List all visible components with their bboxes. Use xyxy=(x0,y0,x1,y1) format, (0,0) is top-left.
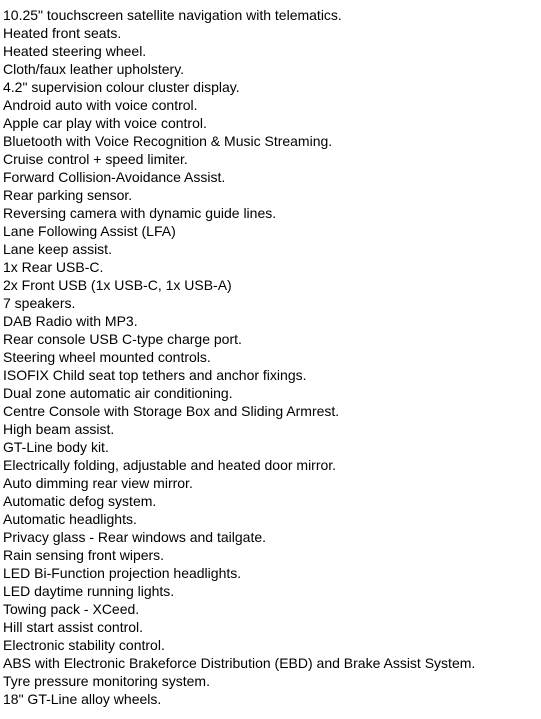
feature-item: Reversing camera with dynamic guide lines. xyxy=(3,205,277,221)
feature-item: Apple car play with voice control. xyxy=(3,115,207,131)
feature-item: Rear parking sensor. xyxy=(3,187,133,203)
feature-item: 18" GT-Line alloy wheels. xyxy=(3,691,162,707)
feature-item: Lane keep assist. xyxy=(3,241,112,257)
feature-item: Forward Collision-Avoidance Assist. xyxy=(3,169,226,185)
feature-item: Privacy glass - Rear windows and tailgate. xyxy=(3,529,267,545)
feature-item: ISOFIX Child seat top tethers and anchor fixings. xyxy=(3,367,307,383)
feature-item: Steering wheel mounted controls. xyxy=(3,349,211,365)
feature-item: GT-Line body kit. xyxy=(3,439,109,455)
feature-item: Electrically folding, adjustable and heated door mirror. xyxy=(3,457,337,473)
feature-item: Cruise control + speed limiter. xyxy=(3,151,188,167)
feature-item: Dual zone automatic air conditioning. xyxy=(3,385,233,401)
feature-item: Rear console USB C-type charge port. xyxy=(3,331,242,347)
feature-item: High beam assist. xyxy=(3,421,115,437)
feature-item: 4.2" supervision colour cluster display. xyxy=(3,79,240,95)
feature-item: Centre Console with Storage Box and Sliding Armrest. xyxy=(3,403,340,419)
feature-item: ABS with Electronic Brakeforce Distribution (EBD) and Brake Assist System. xyxy=(3,655,476,671)
feature-item: Towing pack - XCeed. xyxy=(3,601,140,617)
feature-item: Rain sensing front wipers. xyxy=(3,547,165,563)
feature-item: Hill start assist control. xyxy=(3,619,144,635)
feature-item: Heated front seats. xyxy=(3,25,122,41)
feature-item: 10.25" touchscreen satellite navigation with telematics. xyxy=(3,7,342,23)
feature-item: DAB Radio with MP3. xyxy=(3,313,138,329)
feature-item: LED daytime running lights. xyxy=(3,583,175,599)
feature-item: Auto dimming rear view mirror. xyxy=(3,475,193,491)
feature-item: 2x Front USB (1x USB-C, 1x USB-A) xyxy=(3,277,232,293)
feature-item: LED Bi-Function projection headlights. xyxy=(3,565,242,581)
feature-item: Automatic headlights. xyxy=(3,511,137,527)
feature-item: Lane Following Assist (LFA) xyxy=(3,223,176,239)
feature-item: 7 speakers. xyxy=(3,295,76,311)
feature-item: Android auto with voice control. xyxy=(3,97,198,113)
feature-item: Automatic defog system. xyxy=(3,493,157,509)
feature-item: Bluetooth with Voice Recognition & Music Streaming. xyxy=(3,133,333,149)
feature-item: Heated steering wheel. xyxy=(3,43,147,59)
feature-item: Cloth/faux leather upholstery. xyxy=(3,61,185,77)
feature-item: Tyre pressure monitoring system. xyxy=(3,673,210,689)
feature-item: 1x Rear USB-C. xyxy=(3,259,104,275)
feature-item: Electronic stability control. xyxy=(3,637,165,653)
